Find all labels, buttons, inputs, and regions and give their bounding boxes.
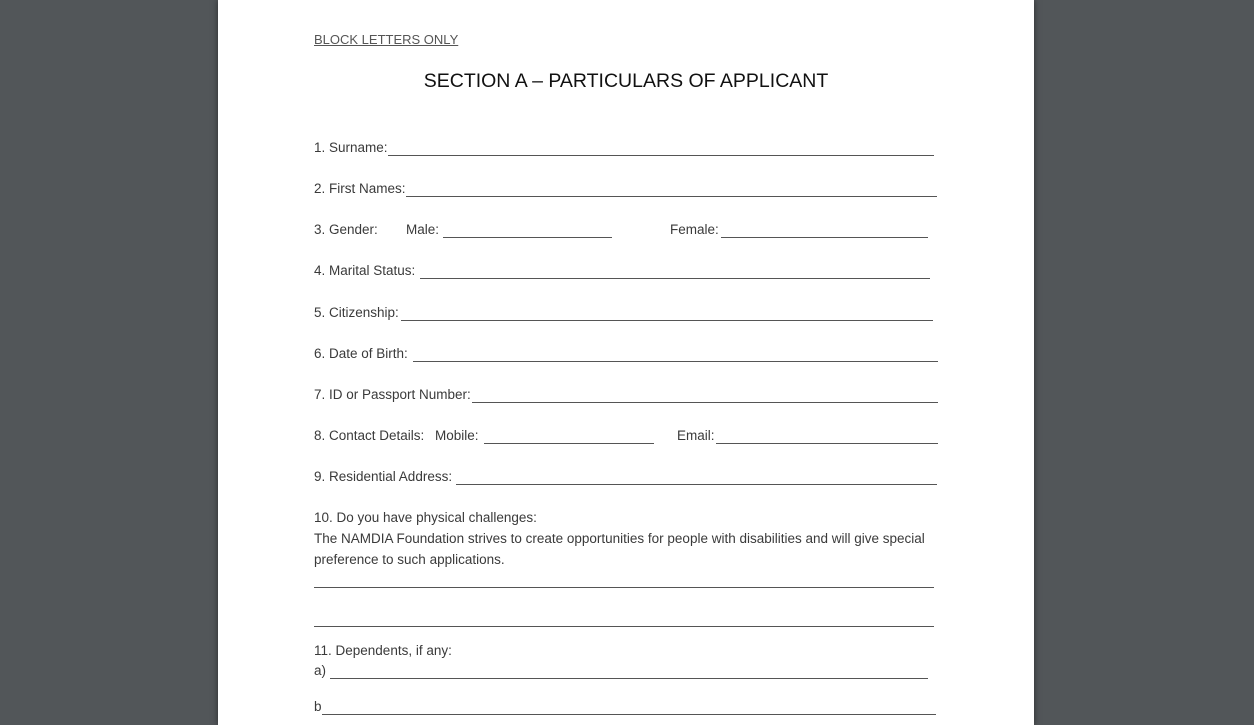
female-field[interactable]: [721, 237, 928, 238]
surname-label: 1. Surname:: [314, 140, 388, 155]
dependent-a-label: a): [314, 663, 327, 678]
physical-note-line1: The NAMDIA Foundation strives to create opportunities for people with disabilities and will give special: [314, 531, 925, 546]
contact-label: 8. Contact Details:: [314, 428, 425, 443]
female-label: Female:: [670, 222, 719, 237]
dob-field[interactable]: [413, 361, 938, 362]
marital-status-field[interactable]: [420, 278, 930, 279]
marital-status-label: 4. Marital Status:: [314, 263, 416, 278]
citizenship-label: 5. Citizenship:: [314, 305, 399, 320]
male-field[interactable]: [443, 237, 612, 238]
id-passport-field[interactable]: [472, 402, 938, 403]
id-passport-label: 7. ID or Passport Number:: [314, 387, 471, 402]
physical-note-line2: preference to such applications.: [314, 552, 505, 567]
dob-label: 6. Date of Birth:: [314, 346, 408, 361]
email-field[interactable]: [716, 443, 938, 444]
mobile-label: Mobile:: [435, 428, 479, 443]
address-label: 9. Residential Address:: [314, 469, 453, 484]
mobile-field[interactable]: [484, 443, 654, 444]
dependent-b-field[interactable]: [322, 714, 936, 715]
physical-answer-line-1[interactable]: [314, 587, 934, 588]
first-names-field[interactable]: [406, 196, 937, 197]
physical-answer-line-2[interactable]: [314, 626, 934, 627]
block-letters-note: BLOCK LETTERS ONLY: [314, 32, 459, 47]
document-page: [218, 0, 1034, 725]
male-label: Male:: [406, 222, 440, 237]
surname-field[interactable]: [388, 155, 934, 156]
first-names-label: 2. First Names:: [314, 181, 406, 196]
email-label: Email:: [677, 428, 715, 443]
citizenship-field[interactable]: [401, 320, 933, 321]
gender-label: 3. Gender:: [314, 222, 378, 237]
address-field[interactable]: [456, 484, 937, 485]
dependents-label: 11. Dependents, if any:: [314, 643, 452, 658]
section-title: SECTION A – PARTICULARS OF APPLICANT: [423, 70, 829, 92]
dependent-a-field[interactable]: [330, 678, 928, 679]
dependent-b-label: b: [314, 699, 322, 714]
physical-challenges-label: 10. Do you have physical challenges:: [314, 510, 537, 525]
